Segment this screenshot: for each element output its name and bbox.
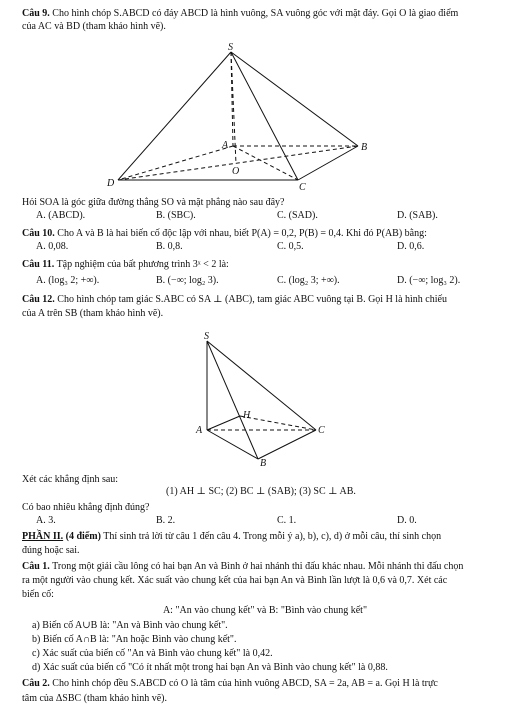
q12-option-c[interactable]: C. 1. [277,515,297,526]
q12-option-a[interactable]: A. 3. [36,515,56,526]
part2-line2: đúng hoặc sai. [22,545,80,556]
q11-option-d[interactable]: D. (−∞; log₃ 2). [397,275,461,286]
p2q2-line2: tâm của ΔSBC (tham khảo hình vẽ). [22,693,168,704]
fig1-label-o: O [232,166,240,177]
p2q2-label: Câu 2. [22,678,50,689]
q12-line2: của A trên SB (tham khảo hình vẽ). [22,308,164,319]
q11-option-a[interactable]: A. (log₃ 2; +∞). [36,275,100,286]
q11-option-b[interactable]: B. (−∞; log₂ 3). [156,275,219,286]
q9-option-b[interactable]: B. (SBC). [156,210,196,221]
q12-option-b[interactable]: B. 2. [156,515,176,526]
q11-option-c[interactable]: C. (log₂ 3; +∞). [277,275,340,286]
q9-label: Câu 9. [22,8,50,19]
q12-text-1: Cho hình chóp tam giác S.ABC có SA ⊥ (ABC), tam giác ABC vuông tại B. Gọi H là hình chiếu [57,294,447,305]
p2q1-item-c[interactable]: c) Xác suất của biến cố "An và Bình vào chung kết" là 0,42. [32,648,273,659]
fig2-label-a: A [196,425,203,436]
q12-statements-intro: Xét các khẳng định sau: [22,474,119,485]
p2q1-item-a[interactable]: a) Biến cố A∪B là: "An và Bình vào chung kết". [32,620,228,631]
q10-text: Cho A và B là hai biến cố độc lập với nhau, biết P(A) = 0,2, P(B) = 0,4. Khi đó P(AB) bằng: [57,228,427,239]
q10-option-b[interactable]: B. 0,8. [156,241,183,252]
part2-line1 [22,531,441,543]
p2q1-line1 [22,561,463,573]
part2-label: PHẦN II. [22,531,64,542]
q11-line [22,259,229,271]
q10-label: Câu 10. [22,228,55,239]
q12-label: Câu 12. [22,294,55,305]
fig2-label-c: C [318,425,325,436]
part2-text-1: Thí sinh trả lời từ câu 1 đến câu 4. Trong mỗi ý a), b), c), d) ở mỗi câu, thí sinh chọn [103,531,442,542]
p2q1-line3: biến cố: [22,589,54,600]
part2-points: (4 điểm) [65,531,101,542]
fig1-label-a: A [222,140,229,151]
fig2-label-b: B [260,458,267,469]
p2q2-text-1: Cho hình chóp đều S.ABCD có O là tâm của hình vuông ABCD, SA = 2a, AB = a. Gọi H là trực [52,678,438,689]
p2q1-line2: ra một người vào chung kết. Xác suất vào chung kết của hai bạn An và Bình lần lượt là 0,6 và 0,7. Xét các [22,575,448,586]
fig2-label-h: H [243,410,251,421]
q10-option-c[interactable]: C. 0,5. [277,241,304,252]
p2q1-item-d[interactable]: d) Xác suất của biến cố "Có ít nhất một trong hai bạn An và Bình vào chung kết" là 0,88. [32,662,388,673]
fig1-label-c: C [299,182,306,193]
p2q2-line1 [22,678,438,690]
q11-label: Câu 11. [22,259,55,270]
p2q1-item-b[interactable]: b) Biến cố A∩B là: "An hoặc Bình vào chung kết". [32,634,237,645]
q10-line [22,228,427,240]
q12-line1 [22,294,447,306]
q11-text: Tập nghiệm của bất phương trình 3ˣ < 2 là: [56,259,229,270]
p2q1-text-1: Trong một giải cầu lông có hai bạn An và Bình ở hai nhánh thi đấu khác nhau. Mỗi nhánh thi đấu chọn [52,561,464,572]
q9-option-c[interactable]: C. (SAD). [277,210,318,221]
q12-option-d[interactable]: D. 0. [397,515,417,526]
q12-statements: (1) AH ⊥ SC; (2) BC ⊥ (SAB); (3) SC ⊥ AB. [166,486,356,497]
p2q1-label: Câu 1. [22,561,50,572]
fig1-label-b: B [361,142,368,153]
fig1-label-s: S [228,42,233,53]
fig1-label-d: D [107,178,115,189]
q9-option-a[interactable]: A. (ABCD). [36,210,86,221]
q12-question: Có bao nhiêu khẳng định đúng? [22,502,150,513]
q10-option-a[interactable]: A. 0,08. [36,241,69,252]
p2q1-events: A: "An vào chung kết" và B: "Bình vào chung kết" [162,605,368,616]
q10-option-d[interactable]: D. 0,6. [397,241,425,252]
q9-question: Hỏi SOA là góc giữa đường thẳng SO và mặt phẳng nào sau đây? [22,197,285,208]
q9-line2: của AC và BD (tham khảo hình vẽ). [22,21,166,32]
fig2-label-s: S [204,331,209,342]
q9-option-d[interactable]: D. (SAB). [397,210,438,221]
q9-text-1: Cho hình chóp S.ABCD có đáy ABCD là hình vuông, SA vuông góc với mặt đáy. Gọi O là giao điểm [52,8,459,19]
